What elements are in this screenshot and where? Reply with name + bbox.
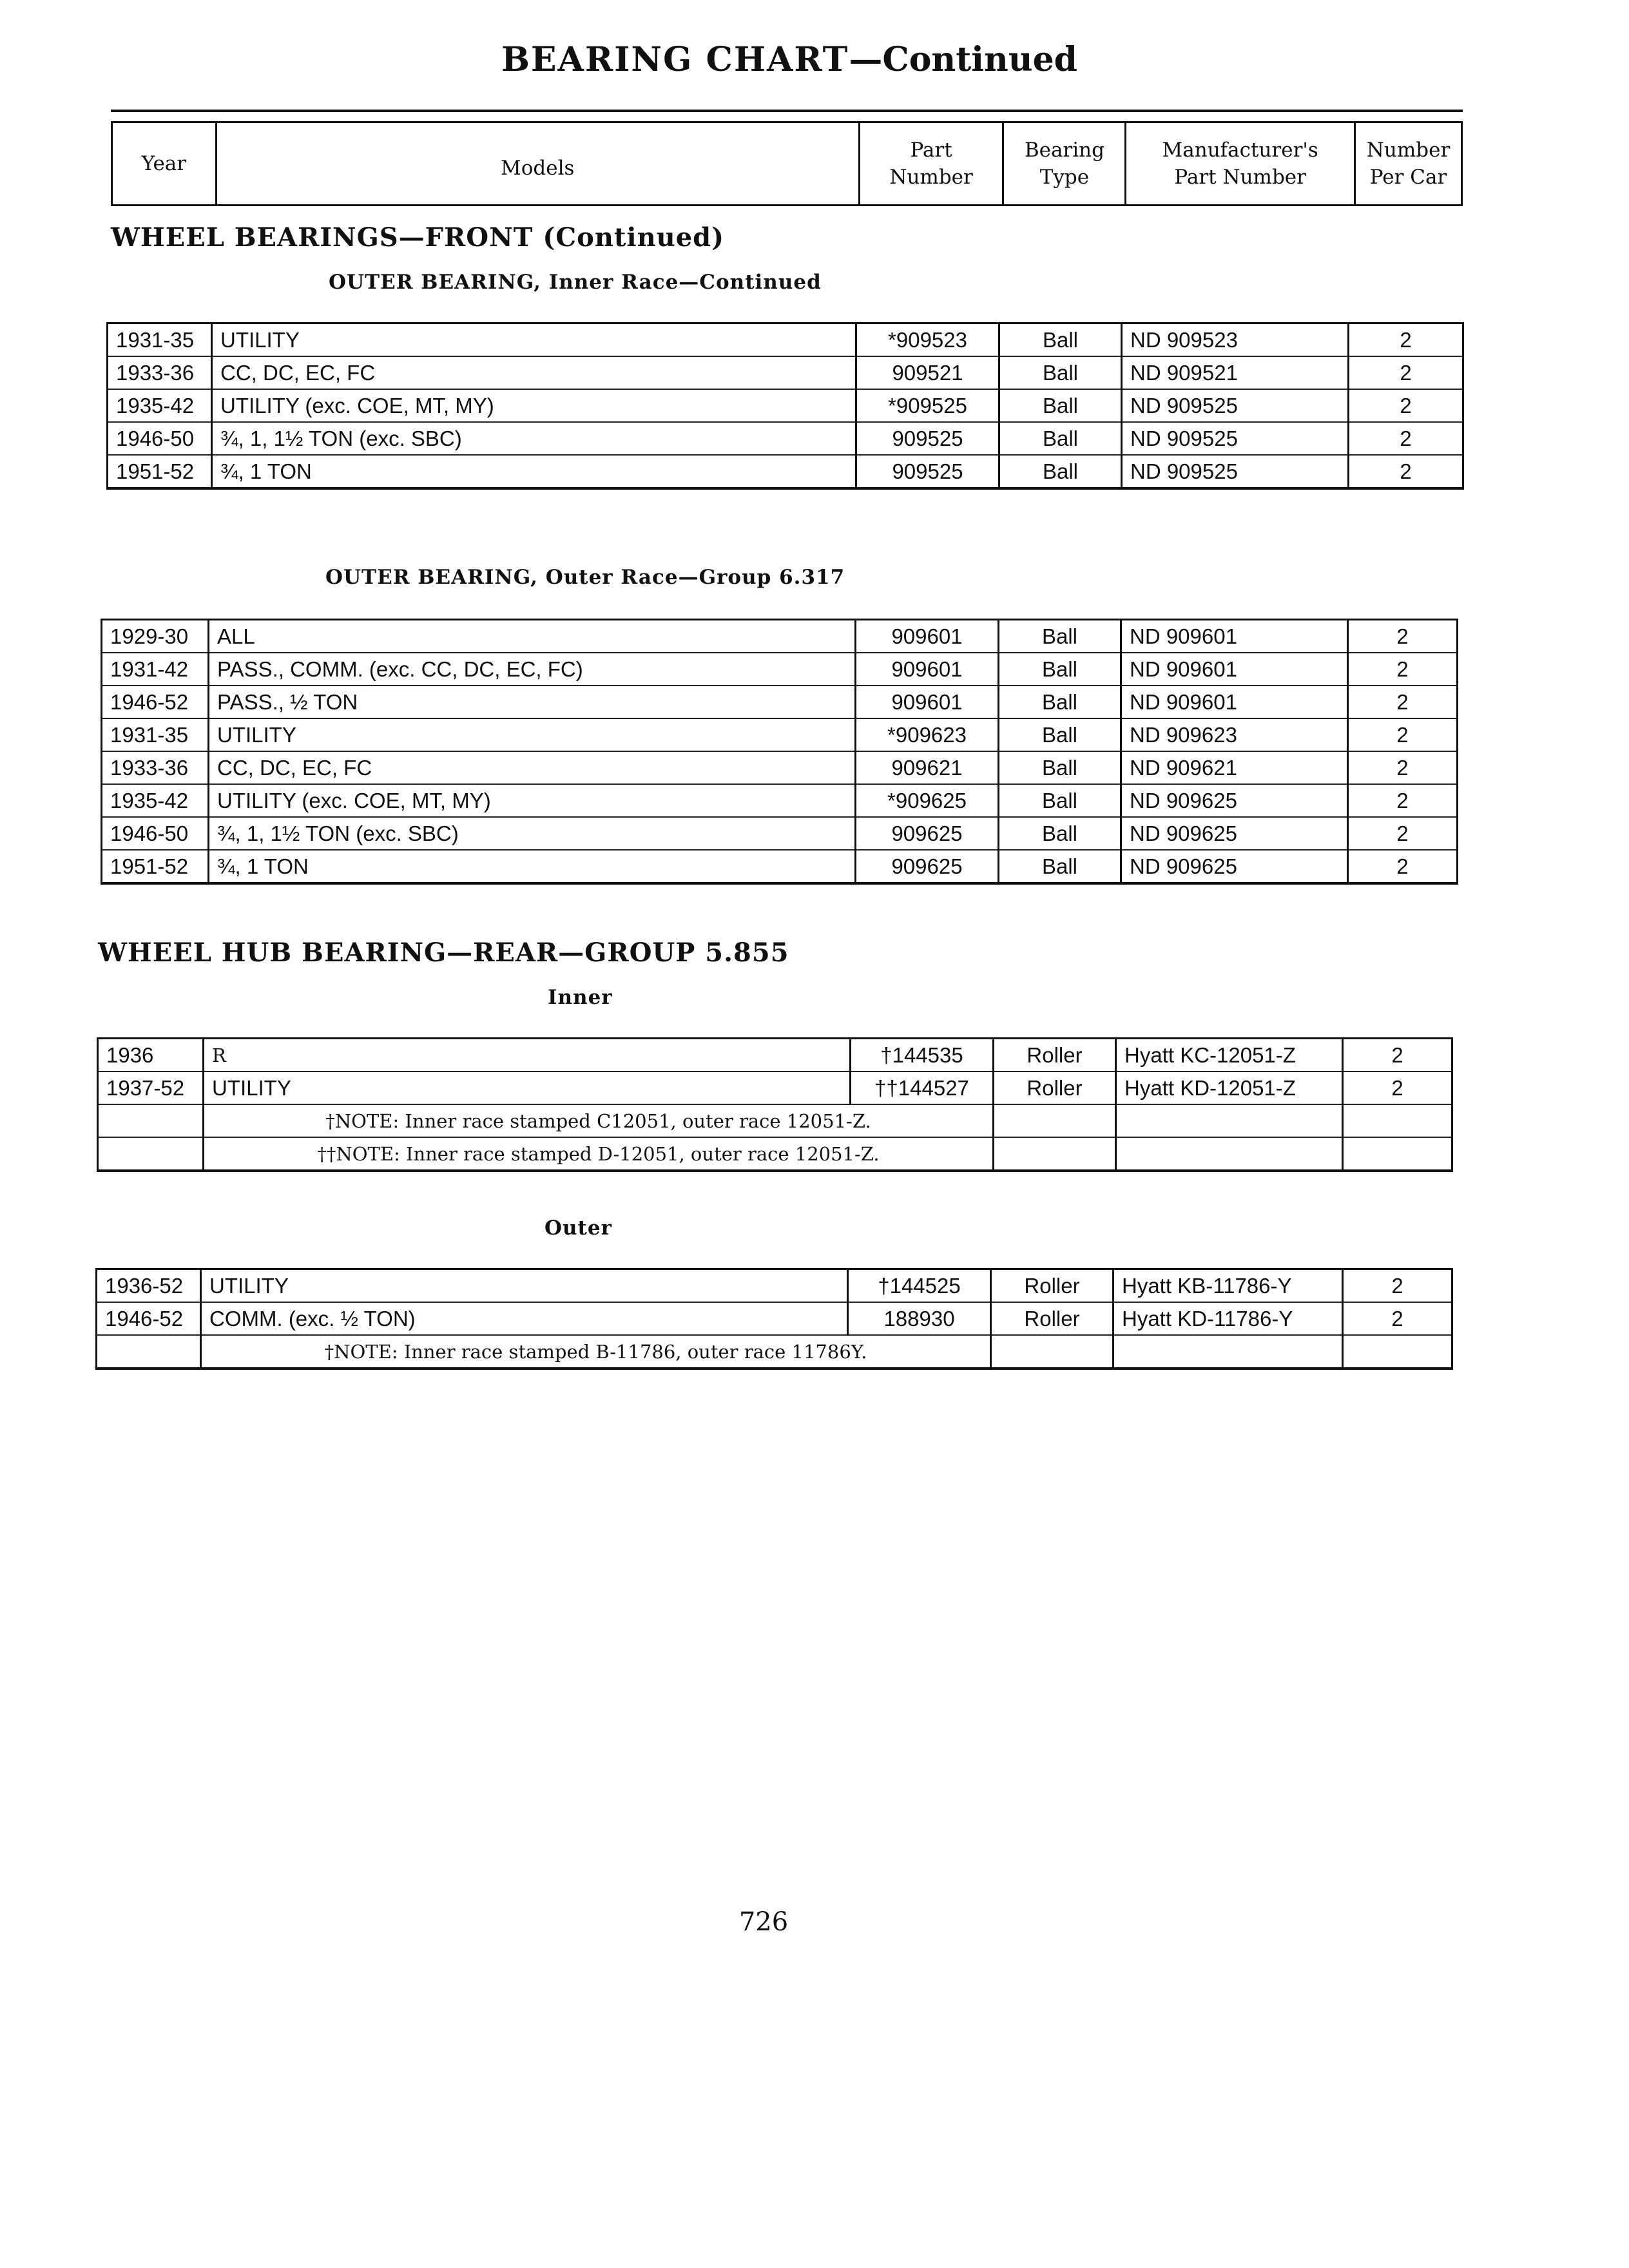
table-row xyxy=(102,784,1458,817)
table-row xyxy=(97,1269,1452,1303)
table-row xyxy=(98,1039,1452,1072)
model-cell: ALL xyxy=(209,620,856,653)
bearing-type-cell: Roller xyxy=(991,1269,1113,1303)
per-car-cell: 2 xyxy=(1349,455,1463,488)
model-cell: UTILITY xyxy=(212,323,856,357)
year-cell: 1946-52 xyxy=(97,1302,201,1335)
bearing-type-cell: Ball xyxy=(999,422,1122,455)
part-number-cell: 909601 xyxy=(856,620,999,653)
per-car-cell: 2 xyxy=(1348,850,1458,883)
table-row xyxy=(102,653,1458,686)
manufacturer-part-cell: Hyatt KD-11786-Y xyxy=(1113,1302,1343,1335)
bearing-type-cell: Ball xyxy=(999,653,1121,686)
per-car-cell: 2 xyxy=(1349,389,1463,422)
manufacturer-part-cell: ND 909625 xyxy=(1121,784,1348,817)
per-car-cell: 2 xyxy=(1348,653,1458,686)
outer-race-title: OUTER BEARING, Outer Race—Group 6.317 xyxy=(325,566,845,589)
model-cell: ¾, 1 TON xyxy=(209,850,856,883)
table-row xyxy=(102,850,1458,883)
part-number-cell: †144525 xyxy=(848,1269,991,1303)
table-row xyxy=(102,751,1458,784)
per-car-cell xyxy=(1343,1104,1452,1137)
part-number-cell: 909525 xyxy=(856,422,999,455)
inner-race-title: OUTER BEARING, Inner Race—Continued xyxy=(329,271,822,294)
manufacturer-part-cell: ND 909625 xyxy=(1121,850,1348,883)
manufacturer-part-cell: ND 909601 xyxy=(1121,653,1348,686)
per-car-cell: 2 xyxy=(1348,718,1458,751)
bearing-type-cell: Ball xyxy=(999,389,1122,422)
model-cell: UTILITY (exc. COE, MT, MY) xyxy=(209,784,856,817)
rear-section-title: WHEEL HUB BEARING—REAR—GROUP 5.855 xyxy=(98,937,789,968)
model-cell: ¾, 1, 1½ TON (exc. SBC) xyxy=(209,817,856,850)
per-car-cell: 2 xyxy=(1343,1072,1452,1104)
model-cell: ¾, 1, 1½ TON (exc. SBC) xyxy=(212,422,856,455)
year-cell: 1935-42 xyxy=(108,389,212,422)
table-row xyxy=(108,422,1463,455)
table-row xyxy=(108,356,1463,389)
rear-inner-title: Inner xyxy=(548,986,613,1009)
table-row xyxy=(108,455,1463,488)
part-number-cell: †144535 xyxy=(851,1039,994,1072)
bearing-type-cell: Roller xyxy=(994,1039,1116,1072)
col-per-car-line2: Per Car xyxy=(1369,166,1447,189)
part-number-cell: *909625 xyxy=(856,784,999,817)
col-part-number xyxy=(859,122,1003,206)
model-cell: UTILITY xyxy=(201,1269,848,1303)
page-title-main: BEARING CHART xyxy=(501,40,849,79)
table-row xyxy=(102,718,1458,751)
year-cell: 1931-35 xyxy=(102,718,209,751)
table-row xyxy=(98,1104,1452,1137)
rear-outer-title: Outer xyxy=(545,1216,612,1240)
model-cell: UTILITY (exc. COE, MT, MY) xyxy=(212,389,856,422)
bearing-type-cell: Roller xyxy=(991,1302,1113,1335)
bearing-type-cell: Ball xyxy=(999,817,1121,850)
part-number-cell: *909525 xyxy=(856,389,999,422)
part-number-cell: ††144527 xyxy=(851,1072,994,1104)
bearing-type-cell xyxy=(994,1137,1116,1171)
per-car-cell: 2 xyxy=(1349,422,1463,455)
outer-race-table xyxy=(101,619,1458,885)
year-cell: 1931-35 xyxy=(108,323,212,357)
table-row xyxy=(108,323,1463,357)
per-car-cell: 2 xyxy=(1348,751,1458,784)
page-title-continued: —Continued xyxy=(849,40,1078,79)
manufacturer-part-cell: ND 909523 xyxy=(1122,323,1349,357)
col-models: Models xyxy=(216,122,859,206)
model-cell: CC, DC, EC, FC xyxy=(209,751,856,784)
part-number-cell: 188930 xyxy=(848,1302,991,1335)
column-header xyxy=(111,110,1463,209)
page-title xyxy=(0,40,1579,79)
per-car-cell: 2 xyxy=(1343,1269,1452,1303)
part-number-cell: 909521 xyxy=(856,356,999,389)
year-cell: 1946-52 xyxy=(102,686,209,718)
manufacturer-part-cell xyxy=(1116,1104,1343,1137)
bearing-type-cell: Ball xyxy=(999,455,1122,488)
year-cell: 1933-36 xyxy=(102,751,209,784)
bearing-type-cell: Ball xyxy=(999,784,1121,817)
manufacturer-part-cell: ND 909525 xyxy=(1122,455,1349,488)
per-car-cell: 2 xyxy=(1349,356,1463,389)
table-row xyxy=(102,686,1458,718)
per-car-cell: 2 xyxy=(1343,1039,1452,1072)
col-manufacturer-part xyxy=(1126,122,1355,206)
rear-outer-table xyxy=(95,1268,1453,1370)
year-cell: 1929-30 xyxy=(102,620,209,653)
model-cell: CC, DC, EC, FC xyxy=(212,356,856,389)
bearing-type-cell: Ball xyxy=(999,323,1122,357)
table-row xyxy=(97,1335,1452,1369)
year-cell xyxy=(97,1335,201,1369)
manufacturer-part-cell: Hyatt KC-12051-Z xyxy=(1116,1039,1343,1072)
year-cell: 1946-50 xyxy=(102,817,209,850)
year-cell: 1951-52 xyxy=(102,850,209,883)
part-number-cell: 909601 xyxy=(856,686,999,718)
manufacturer-part-cell: Hyatt KB-11786-Y xyxy=(1113,1269,1343,1303)
col-bearing-type-line2: Type xyxy=(1039,166,1090,189)
year-cell: 1933-36 xyxy=(108,356,212,389)
col-bearing-type xyxy=(1003,122,1126,206)
year-cell: 1936-52 xyxy=(97,1269,201,1303)
model-cell: R xyxy=(204,1039,851,1072)
part-number-cell: 909525 xyxy=(856,455,999,488)
rear-inner-table xyxy=(97,1037,1453,1172)
col-manufacturer-part-line1: Manufacturer's xyxy=(1162,139,1318,162)
bearing-type-cell xyxy=(994,1104,1116,1137)
bearing-type-cell: Ball xyxy=(999,850,1121,883)
bearing-type-cell: Ball xyxy=(999,356,1122,389)
manufacturer-part-cell: ND 909521 xyxy=(1122,356,1349,389)
page-number: 726 xyxy=(738,1907,789,1937)
manufacturer-part-cell: ND 909621 xyxy=(1121,751,1348,784)
part-number-cell: *909623 xyxy=(856,718,999,751)
year-cell xyxy=(98,1104,204,1137)
bearing-type-cell: Roller xyxy=(994,1072,1116,1104)
table-row xyxy=(98,1072,1452,1104)
year-cell: 1931-42 xyxy=(102,653,209,686)
manufacturer-part-cell xyxy=(1113,1335,1343,1369)
col-bearing-type-line1: Bearing xyxy=(1024,139,1104,162)
year-cell xyxy=(98,1137,204,1171)
manufacturer-part-cell: ND 909625 xyxy=(1121,817,1348,850)
col-year: Year xyxy=(112,122,217,206)
bearing-type-cell: Ball xyxy=(999,751,1121,784)
year-cell: 1936 xyxy=(98,1039,204,1072)
model-cell: ¾, 1 TON xyxy=(212,455,856,488)
per-car-cell: 2 xyxy=(1343,1302,1452,1335)
table-row xyxy=(97,1302,1452,1335)
per-car-cell xyxy=(1343,1137,1452,1171)
per-car-cell xyxy=(1343,1335,1452,1369)
col-per-car-line1: Number xyxy=(1366,139,1451,162)
table-row xyxy=(108,389,1463,422)
manufacturer-part-cell: ND 909525 xyxy=(1122,389,1349,422)
bearing-type-cell: Ball xyxy=(999,620,1121,653)
part-number-cell: *909523 xyxy=(856,323,999,357)
per-car-cell: 2 xyxy=(1348,686,1458,718)
col-per-car xyxy=(1355,122,1462,206)
table-row xyxy=(102,817,1458,850)
per-car-cell: 2 xyxy=(1349,323,1463,357)
col-part-number-line2: Number xyxy=(889,166,973,189)
note-cell: †NOTE: Inner race stamped C12051, outer race 12051-Z. xyxy=(204,1104,994,1137)
year-cell: 1951-52 xyxy=(108,455,212,488)
year-cell: 1935-42 xyxy=(102,784,209,817)
manufacturer-part-cell: ND 909525 xyxy=(1122,422,1349,455)
manufacturer-part-cell: Hyatt KD-12051-Z xyxy=(1116,1072,1343,1104)
per-car-cell: 2 xyxy=(1348,620,1458,653)
manufacturer-part-cell xyxy=(1116,1137,1343,1171)
model-cell: UTILITY xyxy=(209,718,856,751)
part-number-cell: 909625 xyxy=(856,850,999,883)
bearing-type-cell: Ball xyxy=(999,718,1121,751)
note-cell: ††NOTE: Inner race stamped D-12051, outer race 12051-Z. xyxy=(204,1137,994,1171)
model-cell: PASS., ½ TON xyxy=(209,686,856,718)
table-row xyxy=(98,1137,1452,1171)
col-manufacturer-part-line2: Part Number xyxy=(1174,166,1306,189)
manufacturer-part-cell: ND 909623 xyxy=(1121,718,1348,751)
manufacturer-part-cell: ND 909601 xyxy=(1121,686,1348,718)
bearing-type-cell xyxy=(991,1335,1113,1369)
model-cell: PASS., COMM. (exc. CC, DC, EC, FC) xyxy=(209,653,856,686)
front-section-title: WHEEL BEARINGS—FRONT (Continued) xyxy=(111,222,725,253)
year-cell: 1946-50 xyxy=(108,422,212,455)
per-car-cell: 2 xyxy=(1348,817,1458,850)
part-number-cell: 909625 xyxy=(856,817,999,850)
part-number-cell: 909601 xyxy=(856,653,999,686)
table-row xyxy=(102,620,1458,653)
col-part-number-line1: Part xyxy=(910,139,952,162)
inner-race-table xyxy=(106,322,1464,490)
manufacturer-part-cell: ND 909601 xyxy=(1121,620,1348,653)
year-cell: 1937-52 xyxy=(98,1072,204,1104)
bearing-type-cell: Ball xyxy=(999,686,1121,718)
model-cell: COMM. (exc. ½ TON) xyxy=(201,1302,848,1335)
model-cell: UTILITY xyxy=(204,1072,851,1104)
per-car-cell: 2 xyxy=(1348,784,1458,817)
note-cell: †NOTE: Inner race stamped B-11786, outer race 11786Y. xyxy=(201,1335,991,1369)
part-number-cell: 909621 xyxy=(856,751,999,784)
